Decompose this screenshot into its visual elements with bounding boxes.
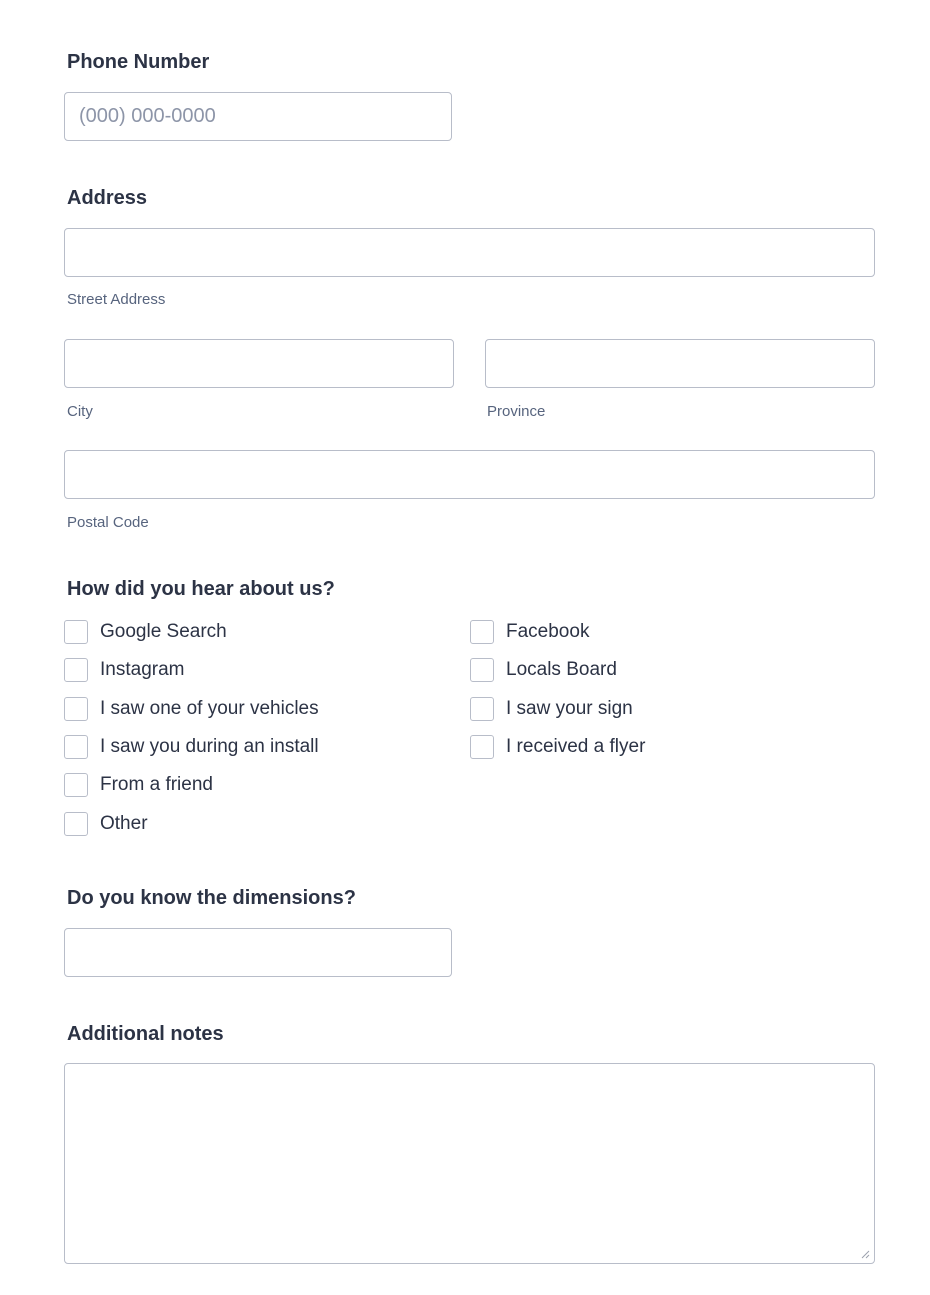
province-input[interactable]	[485, 339, 875, 388]
checkbox-label: From a friend	[100, 774, 213, 795]
checkbox-option-other[interactable]	[64, 811, 148, 837]
additional-notes-field[interactable]	[64, 1063, 875, 1264]
checkbox[interactable]	[64, 620, 88, 644]
additional-notes-textarea[interactable]	[65, 1064, 874, 1263]
checkbox-label: I received a flyer	[506, 736, 646, 757]
checkbox-label: Other	[100, 813, 148, 834]
city-input[interactable]	[64, 339, 454, 388]
checkbox-option-instagram[interactable]	[64, 657, 184, 683]
checkbox-option-saw-install[interactable]	[64, 734, 319, 760]
province-sublabel: Province	[487, 403, 546, 420]
additional-notes-label: Additional notes	[67, 1023, 224, 1045]
address-label: Address	[67, 187, 148, 209]
postal-code-sublabel: Postal Code	[67, 514, 149, 531]
checkbox[interactable]	[470, 697, 494, 721]
checkbox-option-saw-sign[interactable]	[470, 696, 633, 722]
checkbox-label: Google Search	[100, 621, 227, 642]
checkbox-option-locals-board[interactable]	[470, 657, 617, 683]
city-sublabel: City	[67, 403, 93, 420]
hear-about-us-label: How did you hear about us?	[67, 578, 335, 600]
street-address-sublabel: Street Address	[67, 291, 166, 308]
checkbox[interactable]	[470, 620, 494, 644]
checkbox-option-saw-vehicles[interactable]	[64, 696, 319, 722]
checkbox-label: Instagram	[100, 659, 185, 680]
checkbox-option-from-friend[interactable]	[64, 772, 213, 798]
checkbox[interactable]	[470, 658, 494, 682]
checkbox[interactable]	[64, 735, 88, 759]
checkbox[interactable]	[64, 812, 88, 836]
checkbox[interactable]	[64, 773, 88, 797]
checkbox[interactable]	[470, 735, 494, 759]
street-address-input[interactable]	[64, 228, 875, 277]
checkbox-label: Locals Board	[506, 659, 617, 680]
checkbox[interactable]	[64, 658, 88, 682]
phone-number-label: Phone Number	[67, 51, 210, 73]
checkbox-option-google-search[interactable]	[64, 619, 227, 645]
checkbox-label: Facebook	[506, 621, 590, 642]
checkbox-label: I saw your sign	[506, 698, 633, 719]
resize-grip-icon[interactable]	[860, 1249, 870, 1259]
postal-code-input[interactable]	[64, 450, 875, 499]
checkbox-option-received-flyer[interactable]	[470, 734, 645, 760]
phone-number-input[interactable]	[64, 92, 452, 141]
checkbox-label: I saw one of your vehicles	[100, 698, 319, 719]
dimensions-label: Do you know the dimensions?	[67, 887, 356, 909]
checkbox-label: I saw you during an install	[100, 736, 319, 757]
checkbox-option-facebook[interactable]	[470, 619, 589, 645]
dimensions-input[interactable]	[64, 928, 452, 977]
checkbox[interactable]	[64, 697, 88, 721]
